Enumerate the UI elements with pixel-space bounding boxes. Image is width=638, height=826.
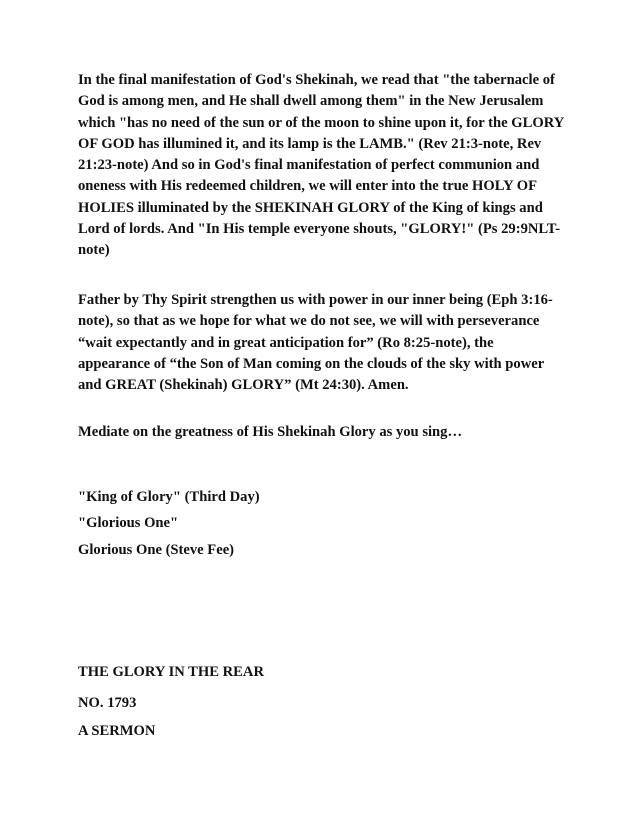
paragraph-line: “wait expectantly and in great anticipation for” (Ro 8:25-note), the bbox=[78, 334, 494, 351]
paragraph-line: note) bbox=[78, 242, 110, 259]
paragraph-line: Lord of lords. And "In His temple everyone shouts, "GLORY!" (Ps 29:9NLT- bbox=[78, 221, 561, 238]
song-title: Glorious One (Steve Fee) bbox=[78, 542, 235, 558]
paragraph-line: and GREAT (Shekinah) GLORY” (Mt 24:30). Amen. bbox=[78, 377, 409, 394]
song-title: "Glorious One" bbox=[78, 515, 179, 531]
song-title: "King of Glory" (Third Day) bbox=[78, 489, 260, 505]
paragraph-line: which "has no need of the sun or of the moon to shine upon it, for the GLORY bbox=[78, 114, 565, 131]
meditate-line: Mediate on the greatness of His Shekinah Glory as you sing… bbox=[78, 424, 463, 440]
prayer-paragraph bbox=[78, 290, 568, 396]
paragraph-line: Father by Thy Spirit strengthen us with power in our inner being (Eph 3:16- bbox=[78, 292, 553, 308]
sermon-title: THE GLORY IN THE REAR bbox=[78, 664, 264, 680]
sermon-number: NO. 1793 bbox=[78, 695, 137, 711]
paragraph-line: God is among men, and He shall dwell among them" in the New Jerusalem bbox=[78, 93, 544, 110]
sermon-label: A SERMON bbox=[78, 723, 156, 739]
paragraph-line: In the final manifestation of God's Shekinah, we read that "the tabernacle of bbox=[78, 72, 555, 88]
paragraph-line: HOLIES illuminated by the SHEKINAH GLORY of the King of kings and bbox=[78, 199, 543, 216]
paragraph-line: OF GOD has illumined it, and its lamp is the LAMB." (Rev 21:3-note, Rev bbox=[78, 135, 542, 152]
paragraph-line: 21:23-note) And so in God's final manifestation of perfect communion and bbox=[78, 157, 540, 174]
paragraph-line: note), so that as we hope for what we do not see, we will with perseverance bbox=[78, 313, 540, 330]
paragraph-line: appearance of “the Son of Man coming on the clouds of the sky with power bbox=[78, 355, 545, 372]
shekinah-paragraph bbox=[78, 70, 568, 262]
paragraph-line: oneness with His redeemed children, we will enter into the true HOLY OF bbox=[78, 178, 538, 195]
